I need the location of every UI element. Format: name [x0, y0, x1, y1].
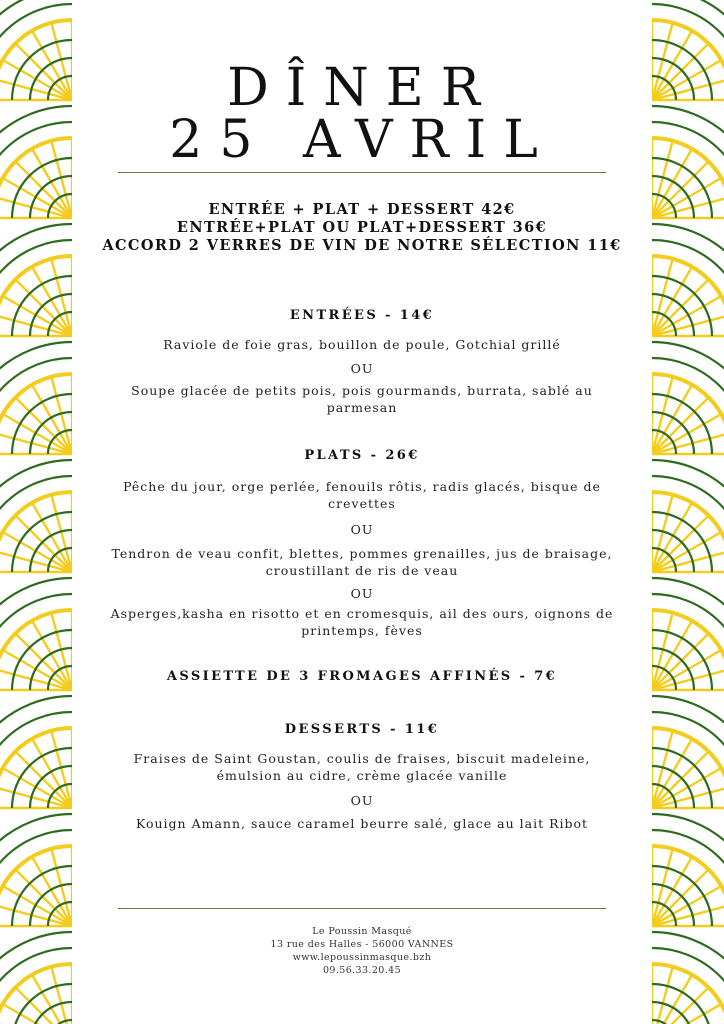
plat-dish-2: Tendron de veau confit, blettes, pommes grenailles, jus de braisage, croustillant de ris de veau [111, 546, 613, 578]
restaurant-phone: 09.56.33.20.45 [322, 965, 402, 976]
right-decorative-border [652, 0, 724, 1024]
restaurant-name: Le Poussin Masqué [312, 926, 412, 937]
entrees-title: ENTRÉES - 14€ [289, 308, 435, 323]
dessert-dish-2: Kouign Amann, sauce caramel beurre salé, glace au lait Ribot [135, 816, 589, 831]
menu-title-line-2: 25 AVRIL [169, 110, 555, 170]
price-formula-1: ENTRÉE + PLAT + DESSERT 42€ [208, 201, 516, 218]
bottom-divider [118, 908, 606, 909]
plats-or-separator-1: OU [350, 522, 374, 537]
fan-pattern-left [0, 0, 72, 1024]
restaurant-address: 13 rue des Halles - 56000 VANNES [270, 939, 454, 950]
top-divider [118, 172, 606, 173]
plats-or-separator-2: OU [350, 586, 374, 601]
entrees-or-separator: OU [350, 361, 374, 376]
cheese-plate-title: ASSIETTE DE 3 FROMAGES AFFINÉS - 7€ [166, 669, 558, 684]
left-decorative-border [0, 0, 72, 1024]
plat-dish-1: Pêche du jour, orge perlée, fenouils rôtis, radis glacés, bisque de crevettes [123, 479, 601, 511]
menu-title-line-1: DÎNER [227, 58, 497, 118]
plats-title: PLATS - 26€ [304, 448, 420, 463]
menu-content [72, 0, 652, 1024]
entree-dish-2: Soupe glacée de petits pois, pois gourmands, burrata, sablé au parmesan [131, 383, 593, 415]
dessert-dish-1: Fraises de Saint Goustan, coulis de fraises, biscuit madeleine, émulsion au cidre, crème glacée vanille [133, 751, 591, 783]
price-wine-pairing: ACCORD 2 VERRES DE VIN DE NOTRE SÉLECTION 11€ [102, 237, 622, 254]
entree-dish-1: Raviole de foie gras, bouillon de poule, Gotchial grillé [163, 337, 561, 352]
price-formula-2: ENTRÉE+PLAT OU PLAT+DESSERT 36€ [176, 219, 548, 236]
desserts-or-separator: OU [350, 793, 374, 808]
desserts-title: DESSERTS - 11€ [284, 722, 440, 737]
plat-dish-3: Asperges,kasha en risotto et en cromesquis, ail des ours, oignons de printemps, fèves [110, 606, 614, 638]
fan-pattern-right [652, 0, 724, 1024]
restaurant-website: www.lepoussinmasque.bzh [292, 952, 432, 963]
